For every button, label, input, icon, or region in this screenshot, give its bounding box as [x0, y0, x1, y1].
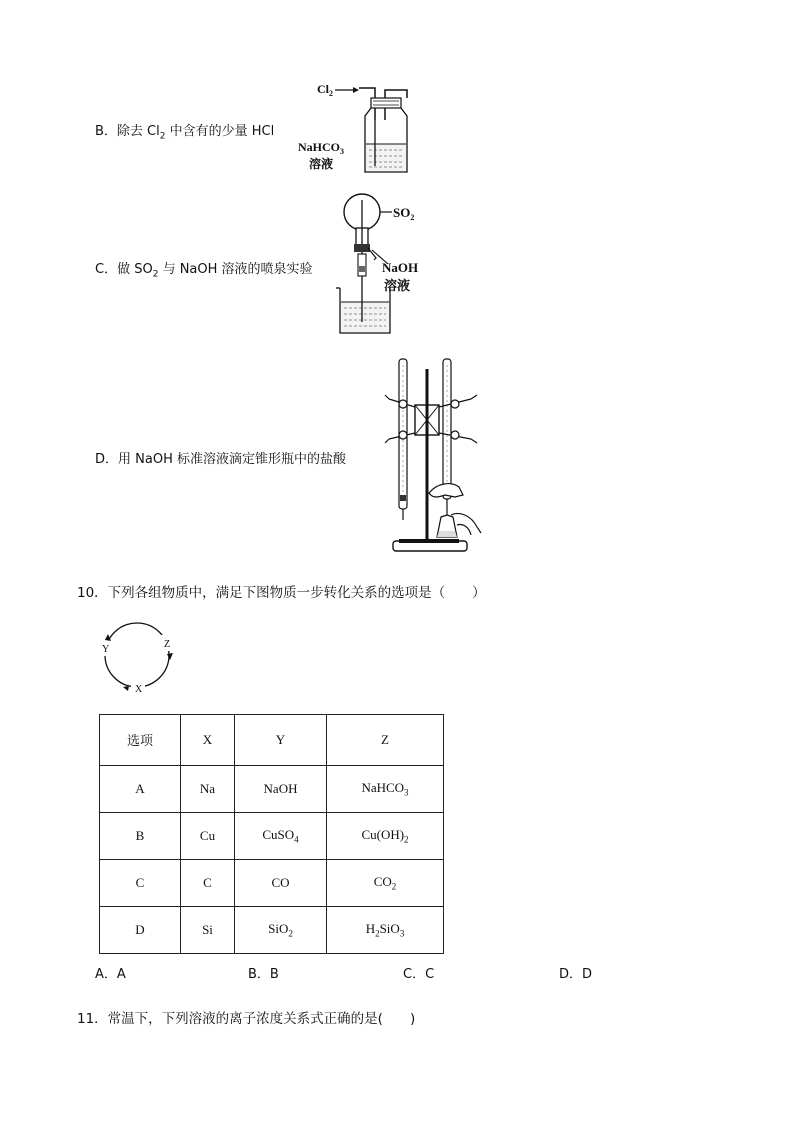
table-header: 选项	[100, 715, 181, 766]
question-11-text: 11．常温下，下列溶液的离子浓度关系式正确的是( )	[77, 1011, 416, 1027]
svg-text:NaOH: NaOH	[382, 260, 419, 275]
option-c-text: C．做 $SO_2$ 与 NaOH 溶液的喷泉实验	[95, 262, 313, 280]
table-cell-y: NaOH	[235, 765, 327, 812]
table-cell-y: CuSO$_4$	[235, 812, 327, 859]
table-header: X	[181, 715, 235, 766]
table-cell-option: C	[100, 859, 181, 906]
fountain-experiment-figure	[330, 188, 440, 338]
question-10-text: 10．下列各组物质中，满足下图物质一步转化关系的选项是（ ）	[77, 585, 486, 601]
answer-choices	[0, 963, 794, 982]
table-row	[100, 859, 444, 906]
svg-text:X: X	[135, 684, 143, 695]
svg-text:SO2: $SO_2$	[393, 205, 415, 222]
svg-text:Z: Z	[164, 639, 171, 650]
table-cell-option: D	[100, 906, 181, 953]
options-table	[99, 714, 444, 954]
table-header: Z	[327, 715, 444, 766]
table-row	[100, 906, 444, 953]
table-cell-z: $CO_2$	[327, 859, 444, 906]
conversion-cycle-diagram	[95, 620, 180, 695]
table-cell-option: B	[100, 812, 181, 859]
table-row	[100, 812, 444, 859]
option-b-text: B．除去 $Cl_2$ 中含有的少量 HCl	[95, 124, 275, 142]
titration-stand-figure	[385, 355, 485, 555]
svg-text:Cl2: $Cl_2$	[317, 82, 333, 98]
svg-text:NaHCO3: NaHCO$_3$	[298, 140, 344, 156]
option-d-text: D．用 NaOH 标准溶液滴定锥形瓶中的盐酸	[95, 452, 346, 467]
table-cell-x: C	[181, 859, 235, 906]
table-cell-z: NaHCO$_3$	[327, 765, 444, 812]
gas-washing-bottle-figure	[295, 80, 415, 180]
table-row	[100, 765, 444, 812]
table-cell-x: Si	[181, 906, 235, 953]
answer-choice-c[interactable]: C．C	[403, 967, 435, 982]
table-header-row	[100, 715, 444, 766]
answer-choice-b[interactable]: B．B	[248, 967, 279, 982]
svg-text:溶液: 溶液	[384, 278, 411, 293]
table-cell-x: Na	[181, 765, 235, 812]
table-cell-z: $H_2SiO_3$	[327, 906, 444, 953]
table-cell-y: CO	[235, 859, 327, 906]
answer-choice-a[interactable]: A．A	[95, 967, 126, 982]
table-header: Y	[235, 715, 327, 766]
table-cell-z: $Cu(OH)_2$	[327, 812, 444, 859]
svg-text:溶液: 溶液	[309, 157, 334, 171]
table-cell-x: Cu	[181, 812, 235, 859]
svg-text:Y: Y	[102, 644, 110, 655]
answer-choice-d[interactable]: D．D	[559, 967, 593, 982]
table-cell-option: A	[100, 765, 181, 812]
table-cell-y: SiO$_2$	[235, 906, 327, 953]
